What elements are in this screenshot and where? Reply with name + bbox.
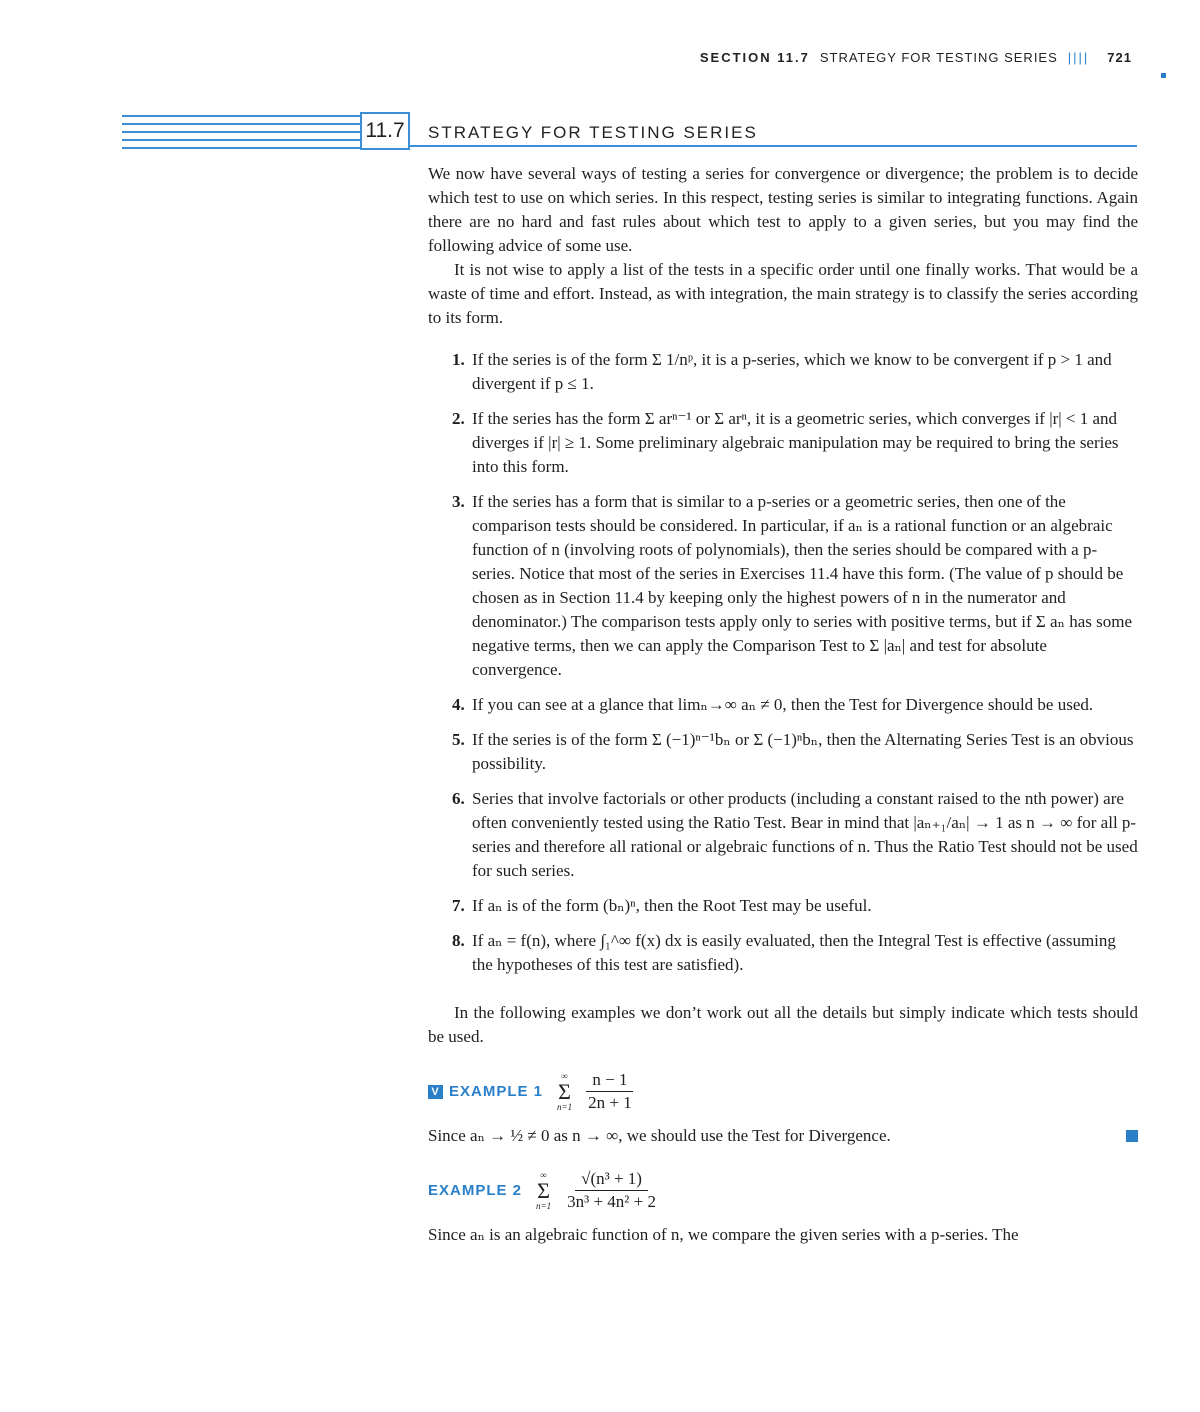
example-2-title: EXAMPLE 2 (428, 1181, 523, 1199)
strategy-text: If you can see at a glance that limₙ→∞ aₙ ≠ 0, then the Test for Divergence should be used. (472, 695, 1094, 714)
running-header (700, 50, 1132, 65)
strategy-list (428, 348, 1138, 977)
strategy-item (428, 929, 1138, 977)
video-badge-icon: V (428, 1085, 443, 1099)
strategy-number: 5. (452, 730, 465, 749)
header-section: SECTION 11.7 (699, 50, 810, 65)
decorative-rules (122, 115, 360, 149)
strategy-number: 7. (452, 896, 465, 915)
header-title: STRATEGY FOR TESTING SERIES (819, 50, 1058, 65)
example-2-label (428, 1179, 522, 1203)
intro-paragraph-1: We now have several ways of testing a series for convergence or divergence; the problem is to decide which test to use on which series. In this respect, testing series is similar to integrating functions. Again there are no hard and fast rules about which test to apply to a given series, but you may find the following advice of some use. (428, 164, 1138, 255)
fraction (582, 1069, 638, 1114)
intro-paragraph-2: It is not wise to apply a list of the tests in a specific order until one finally works. That would be a waste of time and effort. Instead, as with integration, the main strategy is to classify the series according to its form. (428, 260, 1138, 327)
strategy-number: 2. (452, 409, 465, 428)
strategy-text: If the series is of the form Σ 1/nᵖ, it is a p-series, which we know to be convergent if p > 1 and divergent if p ≤ 1. (472, 350, 1112, 393)
denominator: 2n + 1 (588, 1093, 632, 1112)
example-2 (428, 1168, 1138, 1213)
strategy-item (428, 728, 1138, 776)
section-title: STRATEGY FOR TESTING SERIES (428, 123, 758, 142)
header-bars: |||| (1067, 50, 1090, 65)
section-number-box: 11.7 (360, 112, 410, 150)
end-of-example-icon (1126, 1130, 1138, 1142)
denominator: 3n³ + 4n² + 2 (567, 1192, 656, 1211)
strategy-item (428, 693, 1138, 717)
numerator: n − 1 (586, 1069, 633, 1092)
example-1-formula (557, 1069, 638, 1114)
summation-icon: ∞ Σ n=1 (557, 1070, 573, 1112)
strategy-item (428, 894, 1138, 918)
strategy-text: If the series has the form Σ arⁿ⁻¹ or Σ arⁿ, it is a geometric series, which converges if |r| < 1 and diverges if |r| ≥ 1. Some preliminary algebraic manipulation may be required to bring the series into this form. (472, 409, 1119, 476)
example-1-label (428, 1080, 543, 1104)
strategy-number: 4. (452, 695, 465, 714)
corner-marker (1161, 73, 1166, 78)
strategy-item (428, 490, 1138, 682)
example-1-title: EXAMPLE 1 (449, 1082, 544, 1100)
strategy-text: If aₙ = f(n), where ∫₁^∞ f(x) dx is easily evaluated, then the Integral Test is effective (assuming the hypotheses of this test are satisfied). (472, 931, 1116, 974)
page-body (428, 162, 1138, 1247)
strategy-text: If the series has a form that is similar to a p-series or a geometric series, then one of the comparison tests should be considered. In particular, if aₙ is a rational function or an algebraic function of n (involving roots of polynomials), then the series should be compared with a p-series. Notice that most of the series in Exercises 11.4 have this form. (The value of p should be chosen as in Section 11.4 by keeping only the highest powers of n in the numerator and denominator.) The comparison tests apply only to series with positive terms, but if Σ aₙ has some negative terms, then we can apply the Comparison Test to Σ |aₙ| and test for absolute convergence. (472, 492, 1132, 679)
strategy-text: If aₙ is of the form (bₙ)ⁿ, then the Root Test may be useful. (472, 896, 872, 915)
strategy-item (428, 348, 1138, 396)
summation-icon: ∞ Σ n=1 (536, 1169, 552, 1211)
fraction (561, 1168, 662, 1213)
strategy-item (428, 407, 1138, 479)
strategy-number: 3. (452, 492, 465, 511)
page-number: 721 (1107, 50, 1132, 65)
example-2-formula (536, 1168, 662, 1213)
numerator: √(n³ + 1) (575, 1168, 648, 1191)
title-rule (410, 145, 1137, 147)
examples-intro: In the following examples we don’t work out all the details but simply indicate which tests should be used. (428, 1003, 1138, 1046)
example-2-solution: Since aₙ is an algebraic function of n, we compare the given series with a p-series. The (428, 1225, 1019, 1244)
strategy-number: 1. (452, 350, 465, 369)
example-1 (428, 1069, 1138, 1114)
strategy-item (428, 787, 1138, 883)
example-1-solution: Since aₙ → ½ ≠ 0 as n → ∞, we should use the Test for Divergence. (428, 1124, 1138, 1148)
strategy-number: 8. (452, 931, 465, 950)
strategy-text: Series that involve factorials or other products (including a constant raised to the nth power) are often conveniently tested using the Ratio Test. Bear in mind that |aₙ₊₁/aₙ| → 1 as n → ∞ for all p-series and therefore all rational or algebraic functions of n. Thus the Ratio Test should not be used for such series. (472, 789, 1138, 880)
strategy-text: If the series is of the form Σ (−1)ⁿ⁻¹bₙ or Σ (−1)ⁿbₙ, then the Alternating Series Test is an obvious possibility. (472, 730, 1134, 773)
strategy-number: 6. (452, 789, 465, 808)
